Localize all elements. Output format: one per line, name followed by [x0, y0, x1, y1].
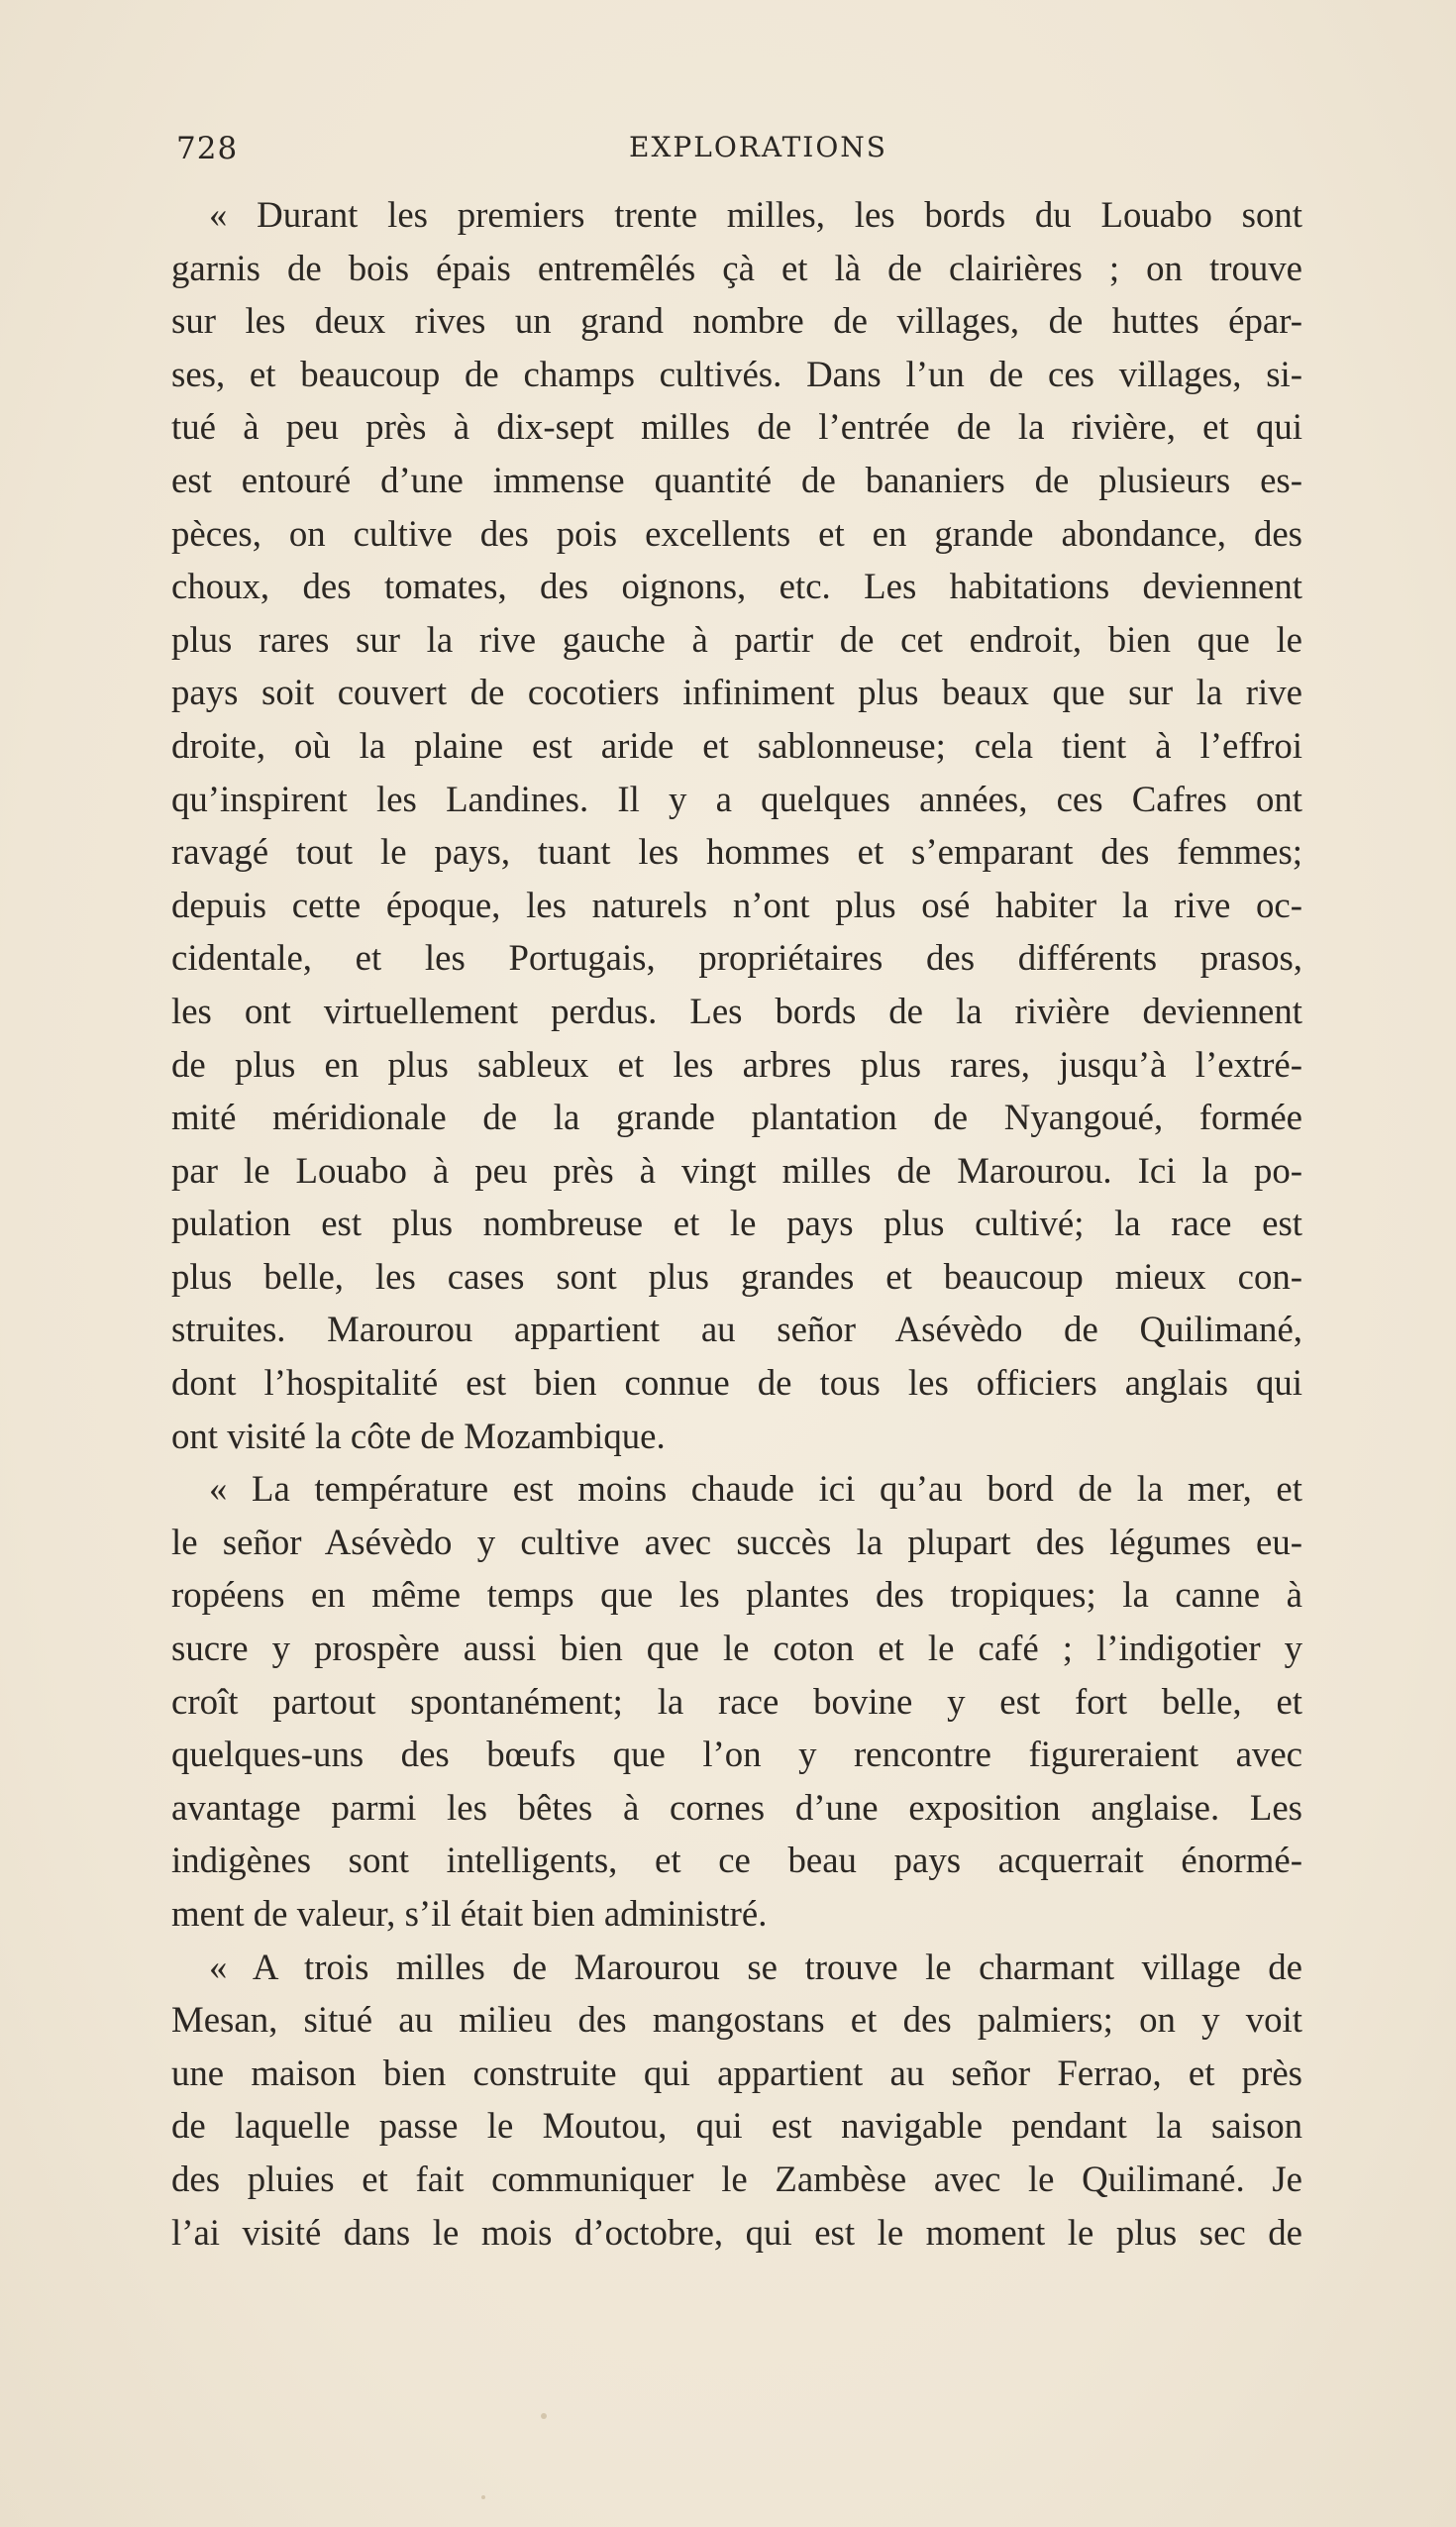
- text-line: « La température est moins chaude ici qu’au bord de la mer, et: [209, 1468, 1302, 1510]
- text-line: mité méridionale de la grande plantation de Nyangoué, formée: [171, 1097, 1302, 1138]
- text-line: l’ai visité dans le mois d’octobre, qui est le moment le plus sec de: [171, 2211, 1302, 2253]
- text-line: plus belle, les cases sont plus grandes et beaucoup mieux con-: [171, 1255, 1302, 1297]
- text-line: par le Louabo à peu près à vingt milles de Marourou. Ici la po-: [171, 1149, 1302, 1191]
- text-line: ses, et beaucoup de champs cultivés. Dans l’un de ces villages, si-: [171, 353, 1302, 394]
- text-line: quelques-uns des bœufs que l’on y rencontre figureraient avec: [171, 1734, 1302, 1775]
- text-line: « Durant les premiers trente milles, les bords du Louabo sont: [209, 194, 1302, 235]
- text-line: depuis cette époque, les naturels n’ont plus osé habiter la rive oc-: [171, 884, 1302, 925]
- text-line: croît partout spontanément; la race bovine y est fort belle, et: [171, 1680, 1302, 1722]
- text-line: les ont virtuellement perdus. Les bords de la rivière deviennent: [171, 990, 1302, 1031]
- text-line: de laquelle passe le Moutou, qui est navigable pendant la saison: [171, 2105, 1302, 2147]
- text-line: indigènes sont intelligents, et ce beau pays acquerrait énormé-: [171, 1840, 1302, 1881]
- text-line: « A trois milles de Marourou se trouve le charmant village de: [209, 1946, 1302, 1987]
- paper-speck: [541, 2413, 547, 2419]
- text-line: pèces, on cultive des pois excellents et en grande abondance, des: [171, 512, 1302, 554]
- text-line: ravagé tout le pays, tuant les hommes et s’emparant des femmes;: [171, 831, 1302, 873]
- text-line: une maison bien construite qui appartient au señor Ferrao, et près: [171, 2052, 1302, 2093]
- text-line: sucre y prospère aussi bien que le coton et le café ; l’indigotier y: [171, 1628, 1302, 1669]
- text-line: de plus en plus sableux et les arbres plus rares, jusqu’à l’extré-: [171, 1043, 1302, 1085]
- paper-speck: [481, 2495, 485, 2499]
- text-line: sur les deux rives un grand nombre de villages, de huttes épar-: [171, 300, 1302, 342]
- text-line: pulation est plus nombreuse et le pays plus cultivé; la race est: [171, 1203, 1302, 1244]
- page-header: [176, 119, 1300, 178]
- page-number: 728: [176, 131, 239, 166]
- text-line: Mesan, situé au milieu des mangostans et des palmiers; on y voit: [171, 1999, 1302, 2041]
- text-line: pays soit couvert de cocotiers infiniment plus beaux que sur la rive: [171, 672, 1302, 713]
- text-line: choux, des tomates, des oignons, etc. Les habitations deviennent: [171, 566, 1302, 607]
- text-line: ropéens en même temps que les plantes des tropiques; la canne à: [171, 1574, 1302, 1616]
- text-line: le señor Asévèdo y cultive avec succès la plupart des légumes eu-: [171, 1521, 1302, 1562]
- text-line: garnis de bois épais entremêlés çà et là de clairières ; on trouve: [171, 247, 1302, 288]
- text-line: plus rares sur la rive gauche à partir de cet endroit, bien que le: [171, 618, 1302, 660]
- paragraph-end-line: ont visité la côte de Mozambique.: [171, 1415, 666, 1456]
- text-line: est entouré d’une immense quantité de bananiers de plusieurs es-: [171, 459, 1302, 500]
- body-text: [171, 188, 1302, 2259]
- text-line: tué à peu près à dix-sept milles de l’entrée de la rivière, et qui: [171, 406, 1302, 448]
- text-line: cidentale, et les Portugais, propriétaires des différents prasos,: [171, 937, 1302, 979]
- text-line: dont l’hospitalité est bien connue de tous les officiers anglais qui: [171, 1362, 1302, 1404]
- text-line: struites. Marourou appartient au señor Asévèdo de Quilimané,: [171, 1309, 1302, 1350]
- running-head: EXPLORATIONS: [629, 131, 887, 163]
- paragraph-end-line: ment de valeur, s’il était bien administré.: [171, 1893, 768, 1934]
- text-line: des pluies et fait communiquer le Zambèse avec le Quilimané. Je: [171, 2158, 1302, 2199]
- text-line: qu’inspirent les Landines. Il y a quelques années, ces Cafres ont: [171, 778, 1302, 819]
- text-line: droite, où la plaine est aride et sablonneuse; cela tient à l’effroi: [171, 724, 1302, 766]
- text-line: avantage parmi les bêtes à cornes d’une exposition anglaise. Les: [171, 1786, 1302, 1828]
